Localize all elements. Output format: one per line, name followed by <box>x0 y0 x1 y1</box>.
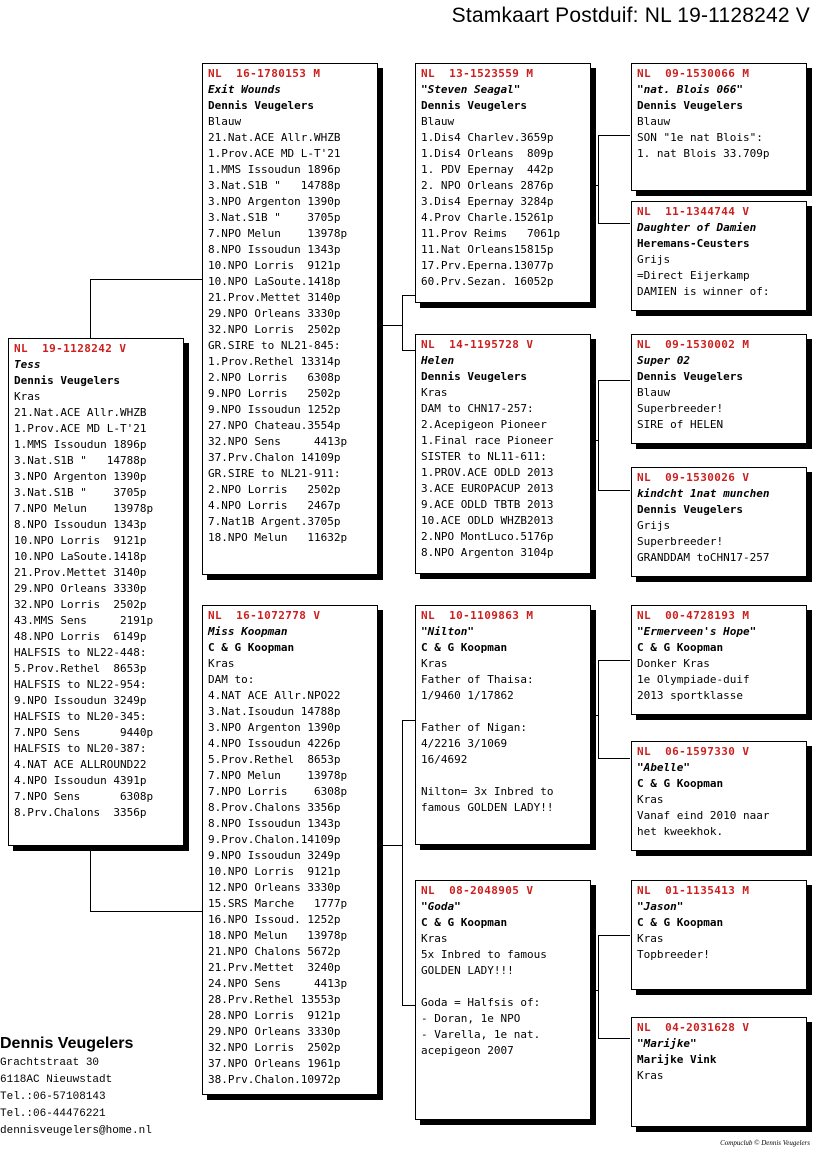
detail-line: 1.Prov.ACE MD L-T'21 <box>14 422 147 435</box>
owner-name: Dennis Veugelers <box>14 374 120 387</box>
pigeon-details <box>421 385 585 561</box>
detail-line: Blauw <box>637 386 671 399</box>
pigeon-name: "Marijke" <box>637 1037 697 1050</box>
detail-line: 1.Final race Pioneer <box>421 434 554 447</box>
detail-line: 1.Prov.ACE MD L-T'21 <box>208 147 341 160</box>
connector-line <box>402 720 416 721</box>
owner-name: Heremans-Ceusters <box>637 237 750 250</box>
pigeon-name: "Ermerveen's Hope" <box>637 625 757 638</box>
detail-line: Blauw <box>637 115 671 128</box>
detail-line: 1/9460 1/17862 <box>421 689 514 702</box>
pigeon-name: kindcht 1nat munchen <box>637 487 770 500</box>
detail-line: SIRE of HELEN <box>637 418 724 431</box>
detail-line: 32.NPO Lorris 2502p <box>14 598 147 611</box>
detail-line: 4.NPO Issoudun 4391p <box>14 774 147 787</box>
breeder-address: Grachtstraat 30 <box>0 1057 100 1069</box>
connector-line <box>598 380 630 381</box>
connector-line <box>590 990 598 991</box>
detail-line: 8.NPO Issoudun 1343p <box>208 243 341 256</box>
detail-line: HALFSIS to NL22-954: <box>14 678 147 691</box>
pigeon-card-great-grandparent[interactable] <box>631 605 807 715</box>
detail-line: 1.Dis4 Charlev.3659p <box>421 131 554 144</box>
detail-line: 1.Dis4 Orleans 809p <box>421 147 554 160</box>
connector-line <box>590 440 598 441</box>
connector-line <box>590 185 598 186</box>
ring-number: NL 09-1530026 V <box>637 471 750 484</box>
detail-line: 21.Prv.Mettet 3240p <box>208 961 341 974</box>
detail-line: Kras <box>14 390 41 403</box>
owner-name: C & G Koopman <box>421 641 508 654</box>
detail-line: 21.Nat.ACE Allr.WHZB <box>14 406 147 419</box>
pigeon-details <box>208 656 372 1088</box>
connector-line <box>598 135 630 136</box>
detail-line: GRANDDAM toCHN17-257 <box>637 551 770 564</box>
detail-line: DAM to: <box>208 673 255 686</box>
detail-line: 4.NAT ACE Allr.NPO22 <box>208 689 341 702</box>
detail-line: 1.Prov.Rethel 13314p <box>208 355 341 368</box>
detail-line: Kras <box>637 1069 664 1082</box>
page-title: Stamkaart Postduif: NL 19-1128242 V <box>451 4 810 27</box>
connector-line <box>402 720 403 1005</box>
detail-line: SON "1e nat Blois": <box>637 131 763 144</box>
pigeon-card-great-grandparent[interactable] <box>631 741 807 851</box>
detail-line: 2.NPO MontLuco.5176p <box>421 530 554 543</box>
detail-line: het kweekhok. <box>637 825 724 838</box>
ring-number: NL 13-1523559 M <box>421 67 534 80</box>
pigeon-card-granddam-maternal[interactable] <box>415 880 591 1120</box>
detail-line: 5.Prov.Rethel 8653p <box>208 753 341 766</box>
detail-line: famous GOLDEN LADY!! <box>421 801 554 814</box>
detail-line: 21.Prov.Mettet 3140p <box>208 291 341 304</box>
detail-line: SISTER to NL11-611: <box>421 450 547 463</box>
detail-line: 5.Prov.Rethel 8653p <box>14 662 147 675</box>
detail-line: 15.SRS Marche 1777p <box>208 897 348 910</box>
detail-line: DAM to CHN17-257: <box>421 402 534 415</box>
connector-line <box>90 911 203 912</box>
pigeon-card-subject[interactable] <box>8 338 184 846</box>
pigeon-card-dam[interactable] <box>202 605 378 1095</box>
detail-line: 1.MMS Issoudun 1896p <box>208 163 341 176</box>
pigeon-card-great-grandparent[interactable] <box>631 1017 807 1127</box>
detail-line: 10.NPO LaSoute.1418p <box>14 550 147 563</box>
pigeon-name: Super 02 <box>637 354 690 367</box>
detail-line: 16/4692 <box>421 753 468 766</box>
detail-line: Vanaf eind 2010 naar <box>637 809 770 822</box>
detail-line: 18.NPO Melun 11632p <box>208 531 348 544</box>
ring-number: NL 01-1135413 M <box>637 884 750 897</box>
connector-line <box>90 279 203 280</box>
detail-line: 43.MMS Sens 2191p <box>14 614 154 627</box>
detail-line: Blauw <box>208 115 242 128</box>
pigeon-name: "Goda" <box>421 900 461 913</box>
detail-line: 3.NPO Argenton 1390p <box>208 721 341 734</box>
detail-line: Kras <box>208 657 235 670</box>
detail-line: 10.NPO Lorris 9121p <box>14 534 147 547</box>
pigeon-details <box>637 518 801 566</box>
detail-line: 9.NPO Issoudun 1252p <box>208 403 341 416</box>
detail-line: 60.Prv.Sezan. 16052p <box>421 275 554 288</box>
detail-line: 7.NPO Lorris 6308p <box>208 785 348 798</box>
detail-line: 10.NPO LaSoute.1418p <box>208 275 341 288</box>
detail-line: 37.Prv.Chalon 14109p <box>208 451 341 464</box>
ring-number: NL 19-1128242 V <box>14 342 127 355</box>
breeder-name: Dennis Veugelers <box>0 1035 134 1052</box>
connector-line <box>598 1038 630 1039</box>
detail-line: 3.Nat.S1B " 3705p <box>14 486 147 499</box>
detail-line: 4.NAT ACE ALLROUND22 <box>14 758 147 771</box>
owner-name: C & G Koopman <box>637 641 724 654</box>
detail-line: 21.NPO Chalons 5672p <box>208 945 341 958</box>
detail-line: Superbreeder! <box>637 535 724 548</box>
breeder-city: 6118AC Nieuwstadt <box>0 1074 113 1086</box>
detail-line: Topbreeder! <box>637 948 710 961</box>
detail-line: 2. NPO Orleans 2876p <box>421 179 554 192</box>
pigeon-details <box>421 114 585 290</box>
pigeon-name: Daughter of Damien <box>637 221 757 234</box>
pigeon-card-great-grandparent[interactable] <box>631 467 807 577</box>
detail-line: GR.SIRE to NL21-911: <box>208 467 341 480</box>
detail-line: 2.NPO Lorris 6308p <box>208 371 341 384</box>
pigeon-name: "Steven Seagal" <box>421 83 521 96</box>
connector-line <box>402 295 416 296</box>
detail-line: HALFSIS to NL22-448: <box>14 646 147 659</box>
pigeon-card-great-grandparent[interactable] <box>631 201 807 311</box>
pigeon-name: "nat. Blois 066" <box>637 83 743 96</box>
detail-line: - Doran, 1e NPO <box>421 1012 521 1025</box>
connector-line <box>402 350 416 351</box>
owner-name: Dennis Veugelers <box>637 503 743 516</box>
detail-line: 1.PROV.ACE ODLD 2013 <box>421 466 554 479</box>
pigeon-details <box>637 656 801 704</box>
pigeon-card-grandsire-maternal[interactable] <box>415 605 591 845</box>
detail-line: 27.NPO Chateau.3554p <box>208 419 341 432</box>
detail-line: 32.NPO Sens 4413p <box>208 435 348 448</box>
detail-line: 32.NPO Lorris 2502p <box>208 323 341 336</box>
owner-name: C & G Koopman <box>421 916 508 929</box>
detail-line: Kras <box>637 932 664 945</box>
detail-line: 8.Prv.Chalons 3356p <box>14 806 147 819</box>
pigeon-card-granddam-paternal[interactable] <box>415 334 591 574</box>
detail-line: 3.Nat.S1B " 14788p <box>14 454 147 467</box>
pigeon-details <box>637 792 801 840</box>
detail-line: 1. PDV Epernay 442p <box>421 163 554 176</box>
ring-number: NL 04-2031628 V <box>637 1021 750 1034</box>
detail-line: 24.NPO Sens 4413p <box>208 977 348 990</box>
connector-line <box>598 135 599 223</box>
detail-line: 32.NPO Lorris 2502p <box>208 1041 341 1054</box>
detail-line: 28.Prv.Rethel 13553p <box>208 993 341 1006</box>
detail-line: Goda = Halfsis of: <box>421 996 541 1009</box>
detail-line: 29.NPO Orleans 3330p <box>14 582 147 595</box>
pigeon-details <box>637 931 801 963</box>
detail-line: 21.Prov.Mettet 3140p <box>14 566 147 579</box>
pigeon-details <box>637 114 801 162</box>
pigeon-card-great-grandparent[interactable] <box>631 880 807 990</box>
pigeon-name: "Nilton" <box>421 625 474 638</box>
pigeon-details <box>208 114 372 546</box>
detail-line: 7.Nat1B Argent.3705p <box>208 515 341 528</box>
detail-line: Kras <box>421 932 448 945</box>
ring-number: NL 08-2048905 V <box>421 884 534 897</box>
detail-line: 8.NPO Issoudun 1343p <box>14 518 147 531</box>
pigeon-name: Tess <box>14 358 41 371</box>
detail-line: Grijs <box>637 519 671 532</box>
detail-line: 1.MMS Issoudun 1896p <box>14 438 147 451</box>
connector-line <box>90 279 91 340</box>
owner-name: Dennis Veugelers <box>637 370 743 383</box>
owner-name: C & G Koopman <box>637 916 724 929</box>
detail-line: Father of Nigan: <box>421 721 527 734</box>
detail-line: 37.NPO Orleans 1961p <box>208 1057 341 1070</box>
owner-name: Dennis Veugelers <box>421 370 527 383</box>
detail-line: HALFSIS to NL20-345: <box>14 710 147 723</box>
connector-line <box>590 715 598 716</box>
detail-line: 2.NPO Lorris 2502p <box>208 483 341 496</box>
detail-line: - Varella, 1e nat. <box>421 1028 541 1041</box>
detail-line: GOLDEN LADY!!! <box>421 964 514 977</box>
detail-line: 1e Olympiade-duif <box>637 673 750 686</box>
breeder-contact <box>0 1033 152 1140</box>
detail-line: 9.NPO Issoudun 3249p <box>208 849 341 862</box>
connector-line <box>598 380 599 490</box>
owner-name: C & G Koopman <box>637 777 724 790</box>
detail-line: 3.Nat.S1B " 14788p <box>208 179 341 192</box>
detail-line: 10.ACE ODLD WHZB2013 <box>421 514 554 527</box>
ring-number: NL 09-1530066 M <box>637 67 750 80</box>
connector-line <box>598 935 630 936</box>
detail-line <box>421 768 585 784</box>
detail-line: Nilton= 3x Inbred to <box>421 785 554 798</box>
detail-line: 4.Prov Charle.15261p <box>421 211 554 224</box>
detail-line: 12.NPO Orleans 3330p <box>208 881 341 894</box>
detail-line: 4/2216 3/1069 <box>421 737 508 750</box>
detail-line: 3.ACE EUROPACUP 2013 <box>421 482 554 495</box>
detail-line <box>421 704 585 720</box>
detail-line: 18.NPO Melun 13978p <box>208 929 348 942</box>
connector-line <box>376 845 402 846</box>
pigeon-card-great-grandparent[interactable] <box>631 63 807 191</box>
detail-line: Kras <box>421 657 448 670</box>
breeder-email[interactable]: dennisveugelers@home.nl <box>0 1125 152 1137</box>
ring-number: NL 00-4728193 M <box>637 609 750 622</box>
connector-line <box>402 1005 416 1006</box>
detail-line: 11.Prov Reims 7061p <box>421 227 561 240</box>
owner-name: Marijke Vink <box>637 1053 717 1066</box>
detail-line: 5x Inbred to famous <box>421 948 547 961</box>
owner-name: Dennis Veugelers <box>637 99 743 112</box>
pigeon-details <box>637 385 801 433</box>
detail-line: 7.NPO Sens 6308p <box>14 790 154 803</box>
pigeon-name: "Jason" <box>637 900 684 913</box>
detail-line: 4.NPO Issoudun 4226p <box>208 737 341 750</box>
detail-line: 3.Nat.S1B " 3705p <box>208 211 341 224</box>
detail-line: 1. nat Blois 33.709p <box>637 147 770 160</box>
detail-line: Kras <box>421 386 448 399</box>
detail-line: Blauw <box>421 115 455 128</box>
pigeon-details <box>421 656 585 816</box>
breeder-phone-1: Tel.:06-57108143 <box>0 1091 106 1103</box>
detail-line: GR.SIRE to NL21-845: <box>208 339 341 352</box>
ring-number: NL 16-1072778 V <box>208 609 321 622</box>
ring-number: NL 11-1344744 V <box>637 205 750 218</box>
pigeon-name: Miss Koopman <box>208 625 288 638</box>
detail-line: 10.NPO Lorris 9121p <box>208 865 341 878</box>
detail-line: 2013 sportklasse <box>637 689 743 702</box>
detail-line: 7.NPO Melun 13978p <box>208 227 348 240</box>
detail-line: Grijs <box>637 253 671 266</box>
detail-line: =Direct Eijerkamp <box>637 269 750 282</box>
detail-line: 9.Prov.Chalon.14109p <box>208 833 341 846</box>
pigeon-name: Helen <box>421 354 455 367</box>
detail-line: 7.NPO Melun 13978p <box>208 769 348 782</box>
detail-line: 3.NPO Argenton 1390p <box>208 195 341 208</box>
detail-line: Donker Kras <box>637 657 710 670</box>
pigeon-details <box>421 931 585 1059</box>
detail-line: 21.Nat.ACE Allr.WHZB <box>208 131 341 144</box>
detail-line: 4.NPO Lorris 2467p <box>208 499 341 512</box>
connector-line <box>402 295 403 350</box>
ring-number: NL 10-1109863 M <box>421 609 534 622</box>
connector-line <box>598 660 630 661</box>
pigeon-card-great-grandparent[interactable] <box>631 334 807 444</box>
owner-name: C & G Koopman <box>208 641 295 654</box>
detail-line: 28.NPO Lorris 9121p <box>208 1009 341 1022</box>
detail-line: 11.Nat Orleans15815p <box>421 243 554 256</box>
pigeon-card-grandsire-paternal[interactable] <box>415 63 591 303</box>
detail-line: Father of Thaisa: <box>421 673 534 686</box>
detail-line: 8.NPO Issoudun 1343p <box>208 817 341 830</box>
connector-line <box>598 758 630 759</box>
ring-number: NL 06-1597330 V <box>637 745 750 758</box>
breeder-phone-2: Tel.:06-44476221 <box>0 1108 106 1120</box>
connector-line <box>90 845 91 911</box>
ring-number: NL 14-1195728 V <box>421 338 534 351</box>
detail-line: 16.NPO Issoud. 1252p <box>208 913 341 926</box>
detail-line: 9.NPO Issoudun 3249p <box>14 694 147 707</box>
detail-line: 10.NPO Lorris 9121p <box>208 259 341 272</box>
detail-line <box>421 979 585 995</box>
pigeon-details <box>637 1068 801 1084</box>
pigeon-name: Exit Wounds <box>208 83 281 96</box>
connector-line <box>598 660 599 758</box>
detail-line: 3.NPO Argenton 1390p <box>14 470 147 483</box>
pigeon-details <box>637 252 801 300</box>
detail-line: 8.NPO Argenton 3104p <box>421 546 554 559</box>
detail-line: 7.NPO Sens 9440p <box>14 726 154 739</box>
copyright-note: Compuclub © Dennis Veugelers <box>720 1139 810 1147</box>
connector-line <box>598 490 630 491</box>
detail-line: 8.Prov.Chalons 3356p <box>208 801 341 814</box>
connector-line <box>376 325 402 326</box>
detail-line: 9.NPO Lorris 2502p <box>208 387 341 400</box>
connector-line <box>598 223 630 224</box>
pigeon-card-sire[interactable] <box>202 63 378 575</box>
pigeon-name: "Abelle" <box>637 761 690 774</box>
detail-line: 9.ACE ODLD TBTB 2013 <box>421 498 554 511</box>
detail-line: 7.NPO Melun 13978p <box>14 502 154 515</box>
detail-line: Superbreeder! <box>637 402 724 415</box>
detail-line: 3.Nat.Isoudun 14788p <box>208 705 341 718</box>
detail-line: acepigeon 2007 <box>421 1044 514 1057</box>
detail-line: Kras <box>637 793 664 806</box>
detail-line: 17.Prv.Eperna.13077p <box>421 259 554 272</box>
detail-line: 38.Prv.Chalon.10972p <box>208 1073 341 1086</box>
owner-name: Dennis Veugelers <box>208 99 314 112</box>
detail-line: DAMIEN is winner of: <box>637 285 770 298</box>
detail-line: 29.NPO Orleans 3330p <box>208 1025 341 1038</box>
ring-number: NL 16-1780153 M <box>208 67 321 80</box>
ring-number: NL 09-1530002 M <box>637 338 750 351</box>
detail-line: 48.NPO Lorris 6149p <box>14 630 147 643</box>
owner-name: Dennis Veugelers <box>421 99 527 112</box>
detail-line: 3.Dis4 Epernay 3284p <box>421 195 554 208</box>
connector-line <box>598 935 599 1038</box>
detail-line: HALFSIS to NL20-387: <box>14 742 147 755</box>
pigeon-details <box>14 389 178 821</box>
detail-line: 29.NPO Orleans 3330p <box>208 307 341 320</box>
detail-line: 2.Acepigeon Pioneer <box>421 418 547 431</box>
